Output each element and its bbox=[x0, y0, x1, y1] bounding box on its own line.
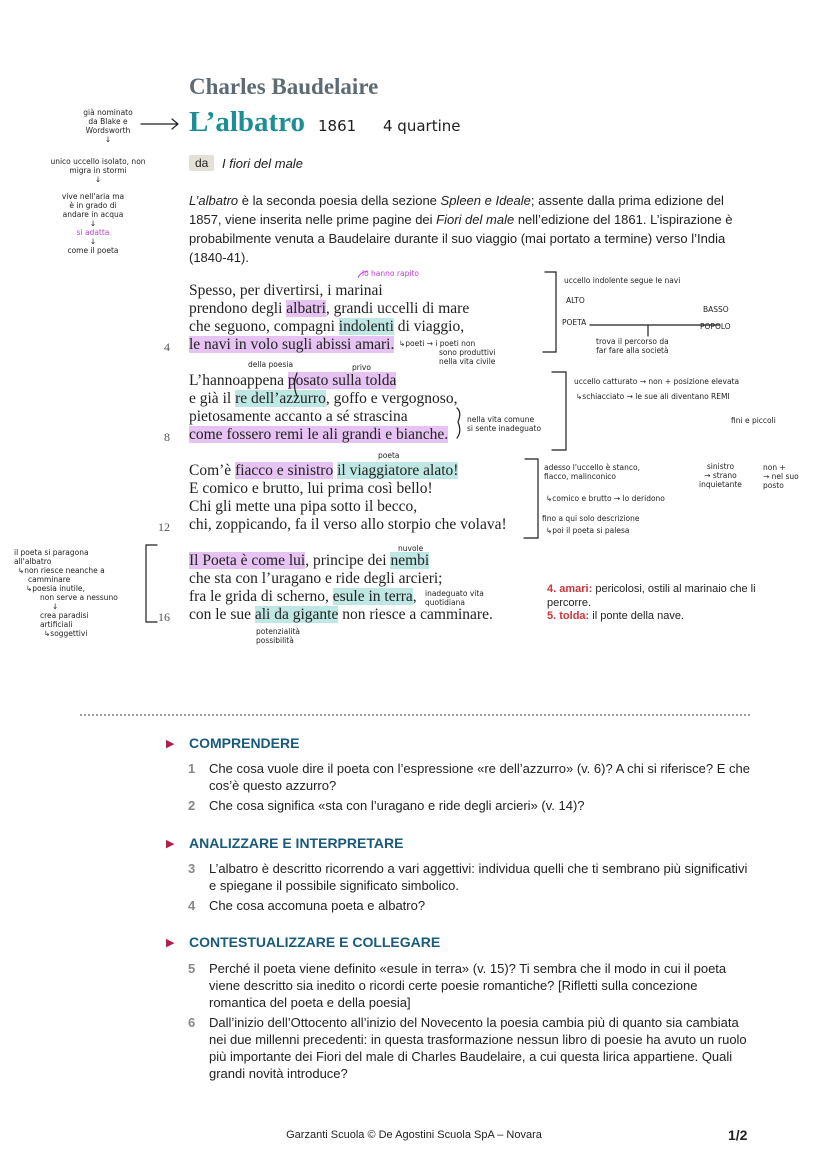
poem-line-5: L’hannoappena posato sulla tolda bbox=[189, 372, 397, 389]
poem-line-3: che seguono, compagni indolenti di viaggio, bbox=[189, 318, 465, 335]
section-arrow-icon: ▶ bbox=[166, 738, 175, 750]
question-number: 2 bbox=[188, 798, 196, 813]
author-name: Charles Baudelaire bbox=[189, 74, 379, 99]
left-note-block1: già nominato da Blake e Wordsworth ↓ bbox=[83, 108, 133, 144]
poem-line-10: E comico e brutto, lui prima così bello! bbox=[189, 480, 433, 497]
poem-line-13: Il Poeta è come lui, principe dei nembi bbox=[189, 552, 430, 569]
source-title: I fiori del male bbox=[222, 156, 303, 171]
right-note-popolo: POPOLO bbox=[700, 322, 731, 331]
note-lo-hanno-rapito: lo hanno rapito bbox=[362, 269, 419, 278]
source-tag: da bbox=[189, 155, 214, 171]
right-note-6: fino a qui solo descrizione bbox=[542, 514, 640, 523]
section-arrow-icon: ▶ bbox=[166, 838, 175, 850]
question-number: 5 bbox=[188, 961, 196, 976]
line-number-4: 4 bbox=[164, 340, 170, 354]
question-text: Che cosa significa «sta con l’uragano e ride degli arcieri» (v. 14)? bbox=[209, 798, 585, 813]
alto-poeta-line bbox=[590, 325, 720, 336]
question-text: Che cosa accomuna poeta e albatro? bbox=[209, 898, 426, 913]
brace-stanza1 bbox=[543, 272, 556, 352]
section-divider bbox=[80, 714, 750, 716]
right-note-5: ↳comico e brutto → lo deridono bbox=[546, 494, 665, 503]
poem-line-6: e già il re dell’azzurro, goffo e vergognoso, bbox=[189, 390, 458, 407]
line-number-8: 8 bbox=[164, 430, 170, 444]
right-note-4b: sinistro → strano inquietante bbox=[699, 462, 742, 489]
poem-line-8: come fossero remi le ali grandi e bianche. bbox=[189, 426, 449, 443]
brace-nella-vita bbox=[457, 408, 460, 438]
glossary-note-2: 5. tolda: il ponte della nave. bbox=[547, 610, 684, 622]
right-note-poeta: POETA bbox=[562, 318, 587, 327]
note-potenzialita: potenzialità possibilità bbox=[256, 627, 300, 645]
note-inadeguato: inadeguato vita quotidiana bbox=[425, 589, 484, 607]
right-note-3: ↳schiacciato → le sue ali diventano REMI bbox=[576, 392, 730, 401]
footer-copyright: Garzanti Scuola © De Agostini Scuola SpA – Novara bbox=[286, 1129, 542, 1141]
left-note-block3: vive nell'aria ma è in grado di andare in acqua ↓ si adatta ↓ come il poeta bbox=[61, 192, 125, 255]
page-number: 1/2 bbox=[728, 1127, 748, 1143]
handwritten-quartine: 4 quartine bbox=[383, 117, 461, 135]
note-nuvole: nuvole bbox=[398, 544, 424, 553]
poem-line-7: pietosamente accanto a sé strascina bbox=[189, 408, 408, 425]
poem-line-1: Spesso, per divertirsi, i marinai bbox=[189, 282, 383, 299]
poem-title: L’albatro bbox=[189, 106, 306, 138]
left-note-block2: unico uccello isolato, non migra in stormi ↓ bbox=[50, 157, 146, 184]
poem-line-16: con le sue ali da gigante non riesce a camminare. bbox=[189, 606, 493, 623]
right-note-4c: non + → nel suo posto bbox=[763, 463, 799, 490]
right-note-2: uccello catturato → non + posizione elevata bbox=[574, 377, 740, 386]
note-poeti: ↳poeti → i poeti non sono produttivi nella vita civile bbox=[399, 339, 496, 366]
note-nella-vita-comune: nella vita comune si sente inadeguato bbox=[467, 415, 542, 433]
question-number: 3 bbox=[188, 861, 196, 876]
right-note-7: ↳poi il poeta si palesa bbox=[546, 526, 630, 535]
cursor-mark bbox=[295, 373, 298, 396]
section-title-comprendere: COMPRENDERE bbox=[189, 735, 300, 751]
note-privo: privo bbox=[352, 363, 371, 372]
question-text: Perché il poeta viene definito «esule in terra» (v. 15)? Ti sembra che il modo in cui il poeta viene descritto sia inedito o ricordi certe poesie romantiche? [Rifletti sulla concezione romantica del poeta e della poesia] bbox=[209, 961, 727, 1010]
question-number: 4 bbox=[188, 898, 196, 913]
glossary-note-1: 4. amari: pericolosi, ostili al marinaio che li percorre. bbox=[547, 583, 756, 609]
right-note-1: uccello indolente segue le navi bbox=[564, 276, 681, 285]
poem-line-2: prendono degli albatri, grandi uccelli di mare bbox=[189, 300, 470, 317]
arrow-to-title bbox=[141, 119, 178, 129]
poem-line-11: Chi gli mette una pipa sotto il becco, bbox=[189, 498, 418, 515]
question-number: 1 bbox=[188, 761, 196, 776]
poem-line-9: Com’è fiacco e sinistro il viaggiatore alato! bbox=[189, 462, 459, 479]
right-note-4: adesso l'uccello è stanco, fiacco, malinconico bbox=[544, 463, 640, 481]
question-text: Che cosa vuole dire il poeta con l’espressione «re dell’azzurro» (v. 6)? A chi si riferisce? E che cos’è questo azzurro? bbox=[209, 761, 750, 793]
right-note-trova: trova il percorso da far fare alla società bbox=[596, 337, 669, 355]
intro-paragraph: L’albatro è la seconda poesia della sezione Spleen e Ideale; assente dalla prima edizione del 1857, viene inserita nelle prime pagine dei Fiori del male nell’edizione del 1861. L’ispirazione è probabilmente venuta a Baudelaire durante il suo viaggio (mai portato a termine) verso l’India (1840-41). bbox=[189, 193, 733, 265]
poem-line-15: fra le grida di scherno, esule in terra, bbox=[189, 588, 417, 605]
section-title-contestualizzare: CONTESTUALIZZARE E COLLEGARE bbox=[189, 934, 441, 950]
brace-stanza3 bbox=[524, 459, 538, 538]
poem-line-12: chi, zoppicando, fa il verso allo storpio che volava! bbox=[189, 516, 507, 533]
question-number: 6 bbox=[188, 1015, 196, 1030]
question-text: L’albatro è descritto ricorrendo a vari aggettivi: individua quelli che ti sembrano più significativi e spiegane il possibile significato simbolico. bbox=[209, 861, 748, 893]
section-title-analizzare: ANALIZZARE E INTERPRETARE bbox=[189, 835, 404, 851]
handwritten-year: 1861 bbox=[318, 117, 357, 135]
right-note-alto: ALTO bbox=[566, 296, 585, 305]
poem-line-4: le navi in volo sugli abissi amari. bbox=[189, 336, 395, 353]
brace-stanza4-left bbox=[146, 545, 157, 622]
right-note-basso: BASSO bbox=[703, 305, 729, 314]
poem-line-14: che sta con l’uragano e ride degli arcieri; bbox=[189, 570, 443, 587]
dotted-hand-arrow bbox=[358, 271, 368, 278]
line-number-12: 12 bbox=[158, 520, 170, 534]
note-poeta: poeta bbox=[378, 451, 400, 460]
line-number-16: 16 bbox=[158, 610, 170, 624]
left-note-bottom: il poeta si paragona all'albatro ↳non riesce neanche a camminare ↳poesia inutile, non serve a nessuno ↓ crea paradisi artificiali ↳soggettivi bbox=[14, 548, 118, 638]
section-arrow-icon: ▶ bbox=[166, 937, 175, 949]
right-note-fini: fini e piccoli bbox=[731, 416, 776, 425]
question-text: Dall’inizio dell’Ottocento all’inizio del Novecento la poesia cambia più di quanto sia cambiata nei due millenni precedenti: in questa trasformazione nessun libro di poesie ha avuto un ruolo più importante dei Fiori del male di Charles Baudelaire, a cui questa lirica appartiene. Quali grandi novità introduce? bbox=[209, 1015, 747, 1081]
brace-stanza2 bbox=[552, 372, 566, 450]
note-della-poesia: della poesia bbox=[248, 360, 294, 369]
